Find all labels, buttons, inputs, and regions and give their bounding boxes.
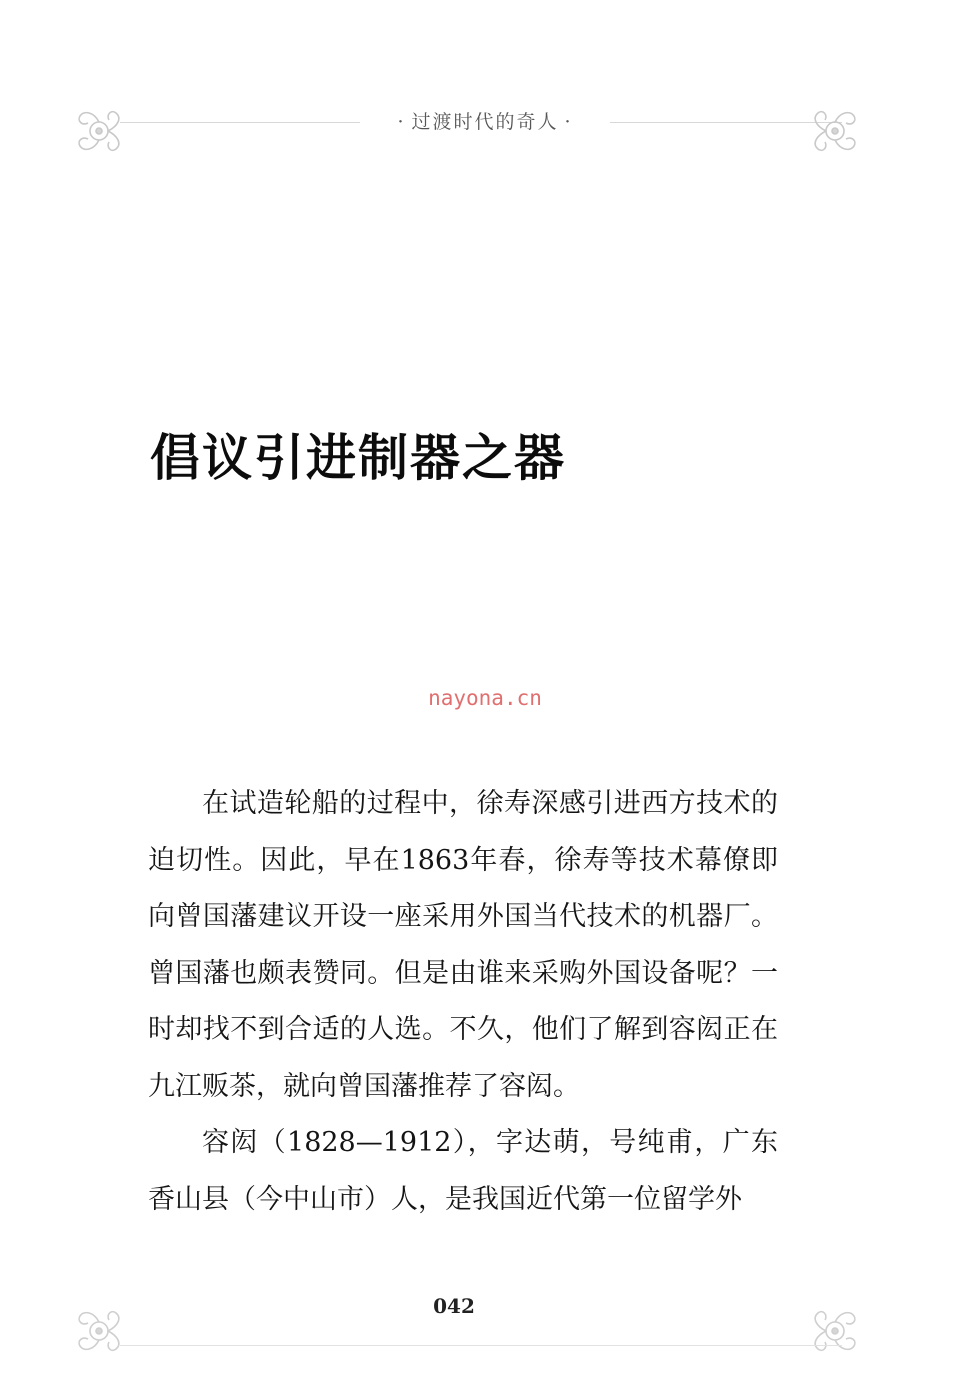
footer-rule (120, 1345, 842, 1346)
floral-scroll-icon (800, 96, 870, 166)
chapter-title: 倡议引进制器之器 (150, 428, 566, 487)
running-header (360, 104, 610, 140)
page-number: 042 (433, 1294, 475, 1318)
floral-scroll-icon (64, 1296, 134, 1366)
floral-scroll-icon (64, 96, 134, 166)
paragraph: 容闳（1828—1912），字达萌，号纯甫，广东香山县（今中山市）人，是我国近代第一位留学外 (148, 1127, 778, 1215)
floral-scroll-icon (800, 1296, 870, 1366)
paragraph: 在试造轮船的过程中，徐寿深感引进西方技术的迫切性。因此，早在1863年春，徐寿等技术幕僚即向曾国藩建议开设一座采用外国当代技术的机器厂。曾国藩也颇表赞同。但是由谁来采购外国设备呢？一时却找不到合适的人选。不久，他们了解到容闳正在九江贩茶，就向曾国藩推荐了容闳。 (148, 788, 778, 1102)
body-text (148, 776, 778, 1228)
header-dot-left: · (397, 111, 406, 133)
running-header-title: 过渡时代的奇人 (411, 111, 559, 133)
header-dot-right: · (564, 111, 573, 133)
watermark: nayona.cn (428, 686, 542, 710)
